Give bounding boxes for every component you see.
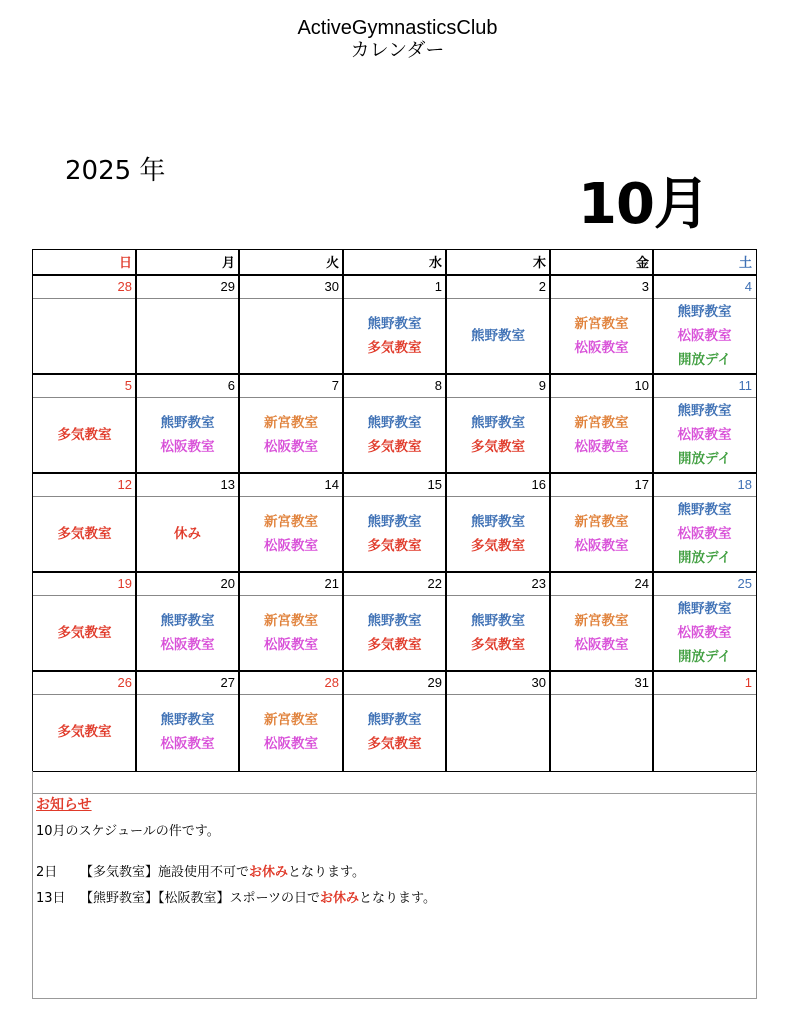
day-cell	[136, 596, 239, 670]
day-cell	[239, 596, 343, 670]
day-number: 5	[124, 378, 132, 393]
event-label: 多気教室	[471, 538, 525, 554]
day-cell	[446, 398, 550, 472]
day-cell	[653, 596, 756, 670]
event-label: 開放デイ	[677, 649, 732, 665]
day-cell	[33, 299, 136, 373]
day-cell	[136, 695, 239, 769]
event-label: 松阪教室	[574, 637, 629, 653]
event-label: 熊野教室	[367, 415, 422, 431]
day-cell	[550, 299, 653, 373]
weekday-header: 金	[635, 256, 649, 271]
day-cell	[653, 398, 756, 472]
day-number: 11	[738, 378, 752, 393]
day-cell	[239, 398, 343, 472]
event-label: 多気教室	[367, 340, 422, 356]
day-number: 26	[117, 675, 132, 690]
day-cell	[343, 497, 446, 571]
event-label: 新宮教室	[264, 712, 318, 728]
day-cell	[343, 596, 446, 670]
event-label: 多気教室	[57, 724, 112, 740]
day-number: 14	[324, 477, 339, 492]
event-label: 熊野教室	[367, 712, 422, 728]
day-cell	[239, 299, 343, 373]
day-cell	[343, 299, 446, 373]
day-number: 21	[324, 576, 339, 591]
notice-item	[36, 861, 365, 880]
event-label: 開放デイ	[677, 352, 732, 368]
day-cell	[550, 596, 653, 670]
event-label: 松阪教室	[264, 736, 318, 752]
notice-box	[32, 771, 757, 999]
notice-title: お知らせ	[36, 797, 92, 813]
day-number: 19	[117, 576, 132, 591]
day-number: 6	[227, 378, 235, 393]
day-cell	[136, 497, 239, 571]
day-number: 31	[634, 675, 649, 690]
weekday-header: 木	[532, 256, 546, 271]
day-cell	[343, 695, 446, 769]
notice-item-text-after: となります。	[359, 891, 436, 906]
day-cell	[239, 695, 343, 769]
event-label: 熊野教室	[677, 601, 732, 617]
weekday-header: 土	[738, 256, 752, 271]
event-label: 松阪教室	[264, 439, 318, 455]
day-number: 16	[531, 477, 546, 492]
event-label: 多気教室	[367, 538, 422, 554]
event-label: 熊野教室	[367, 316, 422, 332]
event-label: 熊野教室	[471, 415, 525, 431]
day-cell	[33, 497, 136, 571]
event-label: 多気教室	[57, 427, 112, 443]
day-cell	[446, 695, 550, 769]
month-label: 10月	[578, 172, 709, 237]
day-cell	[550, 497, 653, 571]
day-number: 30	[531, 675, 546, 690]
event-label: 熊野教室	[471, 328, 525, 344]
day-number: 13	[220, 477, 235, 492]
day-number: 28	[117, 279, 132, 294]
event-label: 休み	[174, 526, 201, 542]
club-title: ActiveGymnasticsClub	[297, 17, 498, 39]
day-cell	[136, 398, 239, 472]
event-label: 松阪教室	[574, 538, 629, 554]
event-label: 多気教室	[57, 526, 112, 542]
day-number: 4	[744, 279, 752, 294]
day-number: 1	[434, 279, 442, 294]
day-cell	[653, 299, 756, 373]
event-label: 新宮教室	[264, 514, 318, 530]
event-label: 松阪教室	[160, 439, 215, 455]
event-label: 多気教室	[367, 736, 422, 752]
day-number: 12	[117, 477, 132, 492]
calendar-subtitle: カレンダー	[350, 39, 445, 61]
day-cell	[343, 398, 446, 472]
event-label: 熊野教室	[677, 403, 732, 419]
notice-item-text: 【熊野教室】【松阪教室】スポーツの日で	[80, 891, 320, 906]
day-cell	[33, 398, 136, 472]
notice-item-day: 2日	[36, 865, 58, 880]
weekday-header: 日	[118, 256, 132, 271]
event-label: 開放デイ	[677, 550, 732, 566]
day-number: 18	[737, 477, 752, 492]
event-label: 熊野教室	[160, 415, 215, 431]
event-label: 熊野教室	[160, 613, 215, 629]
notice-item-highlight: お休み	[249, 865, 289, 880]
day-number: 24	[634, 576, 649, 591]
day-number: 15	[427, 477, 442, 492]
event-label: 多気教室	[367, 439, 422, 455]
event-label: 多気教室	[367, 637, 422, 653]
event-label: 熊野教室	[160, 712, 215, 728]
event-label: 松阪教室	[574, 439, 629, 455]
day-cell	[653, 695, 756, 769]
notice-item-highlight: お休み	[319, 891, 359, 906]
event-label: 松阪教室	[574, 340, 629, 356]
day-number: 3	[641, 279, 649, 294]
event-label: 松阪教室	[677, 625, 732, 641]
year-label: 2025 年	[65, 156, 166, 186]
event-label: 熊野教室	[471, 613, 525, 629]
day-number: 2	[538, 279, 546, 294]
event-label: 熊野教室	[367, 514, 422, 530]
day-cell	[33, 695, 136, 769]
event-label: 熊野教室	[471, 514, 525, 530]
notice-intro: 10月のスケジュールの件です。	[36, 824, 220, 839]
day-number: 28	[324, 675, 339, 690]
event-label: 新宮教室	[264, 415, 318, 431]
day-number: 20	[220, 576, 235, 591]
day-cell	[653, 497, 756, 571]
day-number: 10	[634, 378, 649, 393]
event-label: 多気教室	[57, 625, 112, 641]
event-label: 新宮教室	[574, 613, 629, 629]
event-label: 松阪教室	[677, 328, 732, 344]
day-cell	[446, 497, 550, 571]
weekday-header: 月	[221, 256, 235, 271]
day-number: 8	[434, 378, 442, 393]
event-label: 松阪教室	[160, 637, 215, 653]
event-label: 開放デイ	[677, 451, 732, 467]
event-label: 松阪教室	[160, 736, 215, 752]
day-number: 29	[427, 675, 442, 690]
day-number: 22	[427, 576, 442, 591]
event-label: 新宮教室	[574, 514, 629, 530]
day-number: 27	[220, 675, 235, 690]
day-number: 23	[531, 576, 546, 591]
event-label: 新宮教室	[574, 316, 629, 332]
notice-item-day: 13日	[36, 891, 66, 906]
calendar-grid	[32, 249, 757, 772]
day-cell	[550, 398, 653, 472]
day-number: 25	[737, 576, 752, 591]
notice-item	[36, 887, 436, 906]
event-label: 松阪教室	[264, 538, 318, 554]
day-cell	[239, 497, 343, 571]
day-number: 17	[634, 477, 649, 492]
weekday-header: 火	[325, 256, 339, 271]
event-label: 熊野教室	[367, 613, 422, 629]
event-label: 新宮教室	[574, 415, 629, 431]
day-number: 1	[744, 675, 752, 690]
day-number: 9	[538, 378, 546, 393]
event-label: 新宮教室	[264, 613, 318, 629]
day-cell	[136, 299, 239, 373]
event-label: 松阪教室	[677, 526, 732, 542]
notice-item-text-after: となります。	[288, 865, 365, 880]
day-cell	[550, 695, 653, 769]
notice-item-text: 【多気教室】施設使用不可で	[80, 865, 250, 880]
event-label: 熊野教室	[677, 502, 732, 518]
event-label: 熊野教室	[677, 304, 732, 320]
day-number: 29	[220, 279, 235, 294]
day-cell	[446, 299, 550, 373]
event-label: 多気教室	[471, 439, 525, 455]
event-label: 松阪教室	[264, 637, 318, 653]
day-number: 30	[324, 279, 339, 294]
day-number: 7	[331, 378, 339, 393]
day-cell	[446, 596, 550, 670]
event-label: 松阪教室	[677, 427, 732, 443]
weekday-header: 水	[428, 256, 442, 271]
day-cell	[33, 596, 136, 670]
event-label: 多気教室	[471, 637, 525, 653]
